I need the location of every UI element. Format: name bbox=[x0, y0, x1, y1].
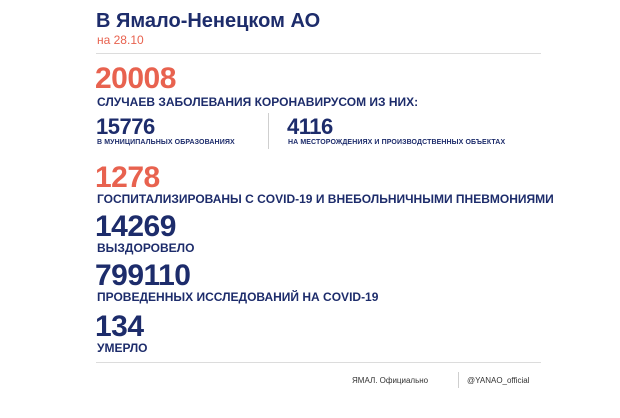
stat-divider bbox=[268, 113, 269, 149]
footer-handle: @YANAO_official bbox=[467, 376, 530, 385]
tests-label: ПРОВЕДЕННЫХ ИССЛЕДОВАНИЙ НА COVID-19 bbox=[97, 290, 379, 304]
municipal-count: 15776 bbox=[96, 114, 155, 139]
top-divider bbox=[96, 53, 541, 54]
hospitalized-count: 1278 bbox=[95, 161, 160, 194]
municipal-label: В МУНИЦИПАЛЬНЫХ ОБРАЗОВАНИЯХ bbox=[97, 139, 235, 146]
page-title: В Ямало-Ненецком АО bbox=[96, 10, 321, 32]
deaths-count: 134 bbox=[95, 310, 144, 343]
fields-label: НА МЕСТОРОЖДЕНИЯХ И ПРОИЗВОДСТВЕННЫХ ОБЪЕКТАХ bbox=[288, 139, 506, 146]
footer-divider bbox=[458, 372, 459, 388]
recovered-count: 14269 bbox=[95, 210, 176, 243]
cases-label: СЛУЧАЕВ ЗАБОЛЕВАНИЯ КОРОНАВИРУСОМ ИЗ НИХ: bbox=[97, 95, 419, 109]
tests-count: 799110 bbox=[95, 259, 191, 292]
fields-count: 4116 bbox=[287, 114, 333, 139]
footer-source: ЯМАЛ. Официально bbox=[352, 376, 429, 385]
hospitalized-label: ГОСПИТАЛИЗИРОВАНЫ С COVID-19 И ВНЕБОЛЬНИЧНЫМИ ПНЕВМОНИЯМИ bbox=[97, 192, 554, 206]
cases-count: 20008 bbox=[95, 62, 176, 95]
recovered-label: ВЫЗДОРОВЕЛО bbox=[97, 241, 195, 255]
bottom-divider bbox=[96, 362, 541, 363]
report-date: на 28.10 bbox=[97, 33, 144, 47]
deaths-label: УМЕРЛО bbox=[97, 341, 148, 355]
